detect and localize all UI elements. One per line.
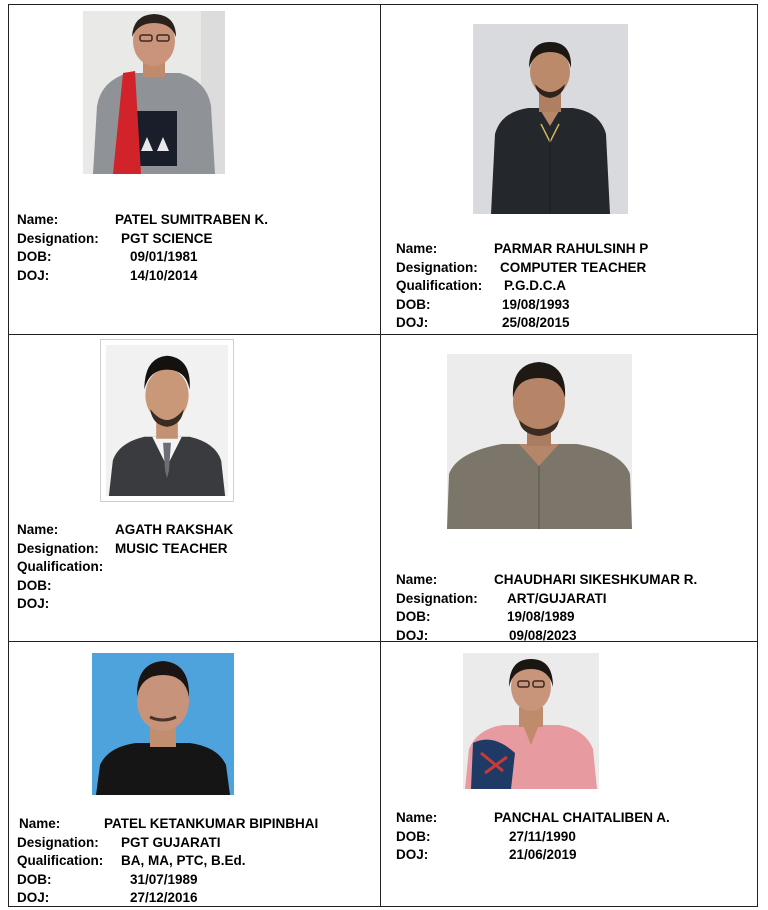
staff-photo bbox=[92, 653, 234, 795]
staff-card bbox=[8, 334, 381, 642]
staff-card bbox=[8, 641, 381, 907]
name-label: Name: bbox=[19, 816, 61, 831]
dob-value: 09/01/1981 bbox=[130, 249, 198, 265]
dob-value: 31/07/1989 bbox=[130, 871, 198, 887]
designation-label: Designation: bbox=[17, 540, 99, 556]
staff-card bbox=[380, 4, 758, 335]
designation-label: Designation: bbox=[17, 834, 99, 850]
doj-value: 25/08/2015 bbox=[502, 315, 570, 331]
doj-label: DOJ: bbox=[396, 627, 429, 642]
dob-label: DOB: bbox=[17, 871, 52, 887]
dob-label: DOB: bbox=[396, 609, 431, 625]
name-label: Name: bbox=[396, 572, 438, 587]
qualification-label: Qualification: bbox=[17, 559, 104, 575]
staff-card bbox=[380, 334, 758, 642]
staff-photo bbox=[447, 354, 632, 529]
doj-value: 09/08/2023 bbox=[509, 627, 577, 642]
staff-photo bbox=[100, 339, 234, 502]
name-value: CHAUDHARI SIKESHKUMAR R. bbox=[494, 572, 698, 587]
name-value: PATEL SUMITRABEN K. bbox=[115, 212, 269, 227]
staff-card bbox=[8, 4, 381, 335]
doj-value: 14/10/2014 bbox=[130, 267, 198, 283]
dob-value: 27/11/1990 bbox=[509, 828, 576, 844]
doj-value: 21/06/2019 bbox=[509, 847, 577, 863]
doj-value: 27/12/2016 bbox=[130, 890, 198, 906]
dob-value: 19/08/1989 bbox=[507, 609, 575, 625]
doj-label: DOJ: bbox=[396, 847, 429, 863]
staff-photo bbox=[473, 24, 628, 214]
qualification-label: Qualification: bbox=[396, 278, 483, 294]
name-value: AGATH RAKSHAK bbox=[115, 522, 234, 537]
staff-photo bbox=[463, 653, 599, 789]
designation-value: PGT GUJARATI bbox=[121, 834, 221, 850]
name-label: Name: bbox=[17, 212, 59, 227]
dob-label: DOB: bbox=[396, 296, 431, 312]
doj-label: DOJ: bbox=[17, 596, 50, 612]
name-value: PATEL KETANKUMAR BIPINBHAI bbox=[104, 816, 319, 831]
designation-label: Designation: bbox=[396, 590, 478, 606]
staff-photo bbox=[83, 11, 225, 174]
dob-value: 19/08/1993 bbox=[502, 296, 570, 312]
name-label: Name: bbox=[396, 241, 438, 256]
name-value: PANCHAL CHAITALIBEN A. bbox=[494, 810, 670, 825]
designation-value: ART/GUJARATI bbox=[507, 590, 607, 606]
qualification-value: P.G.D.C.A bbox=[504, 278, 567, 294]
dob-label: DOB: bbox=[17, 577, 52, 593]
designation-value: PGT SCIENCE bbox=[121, 230, 213, 246]
qualification-value: BA, MA, PTC, B.Ed. bbox=[121, 853, 246, 869]
dob-label: DOB: bbox=[17, 249, 52, 265]
designation-value: COMPUTER TEACHER bbox=[500, 259, 647, 275]
name-label: Name: bbox=[396, 810, 438, 825]
name-label: Name: bbox=[17, 522, 59, 537]
designation-label: Designation: bbox=[396, 259, 478, 275]
designation-value: MUSIC TEACHER bbox=[115, 540, 228, 556]
dob-label: DOB: bbox=[396, 828, 431, 844]
doj-label: DOJ: bbox=[17, 267, 50, 283]
staff-table bbox=[8, 4, 757, 906]
designation-label: Designation: bbox=[17, 230, 99, 246]
staff-card bbox=[380, 641, 758, 907]
qualification-label: Qualification: bbox=[17, 853, 104, 869]
name-value: PARMAR RAHULSINH P bbox=[494, 241, 649, 256]
doj-label: DOJ: bbox=[396, 315, 429, 331]
doj-label: DOJ: bbox=[17, 890, 50, 906]
